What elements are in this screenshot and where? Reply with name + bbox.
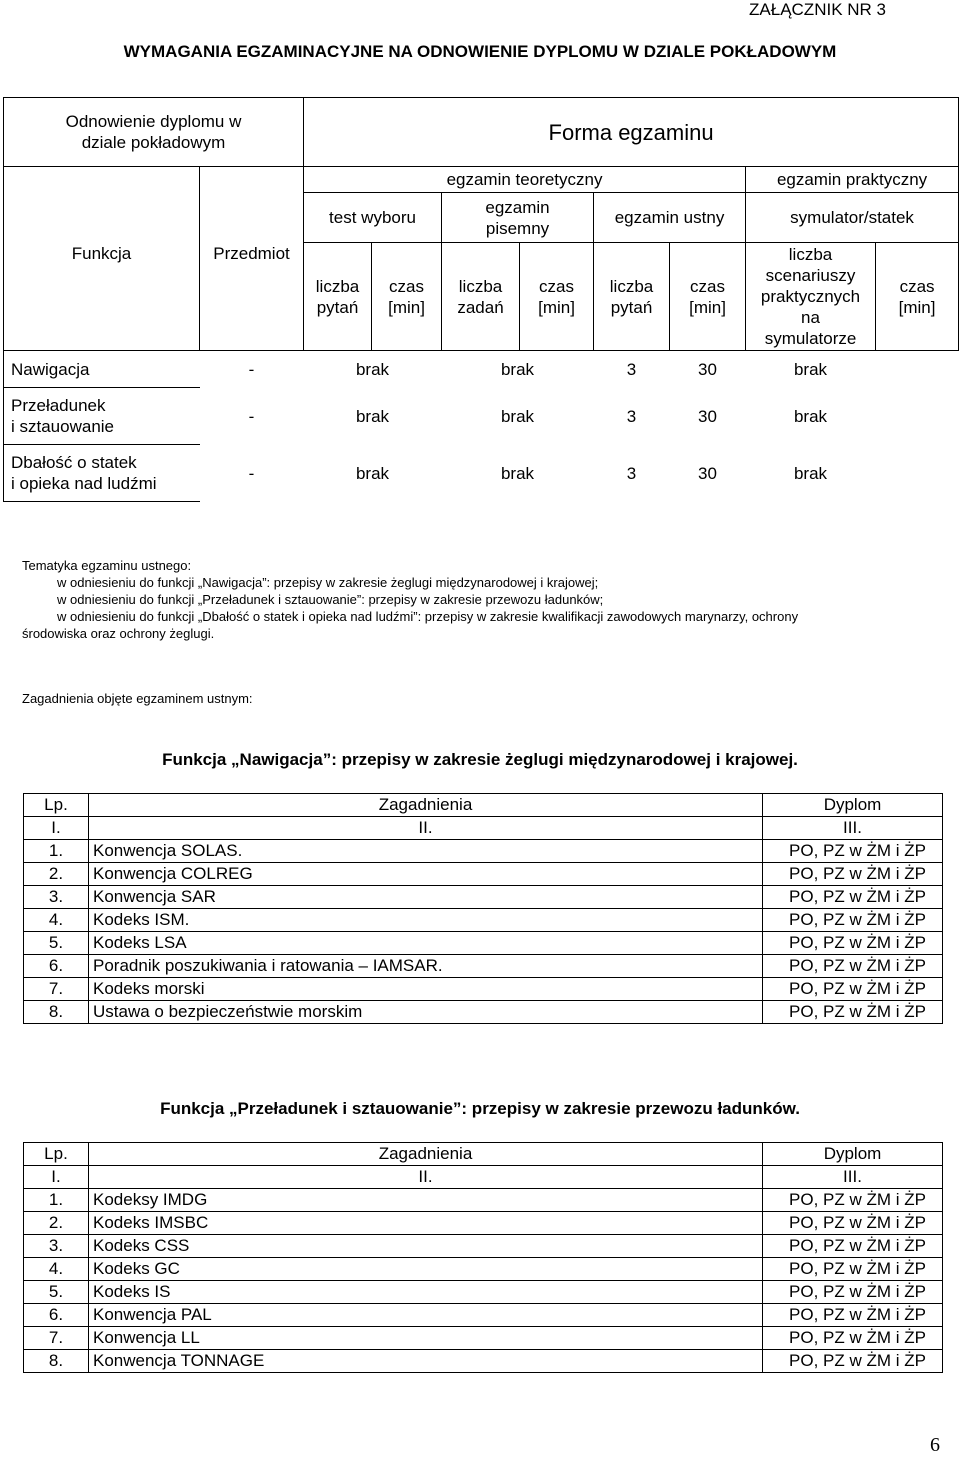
value-cell: brak: [500, 463, 535, 483]
function-cell: [4, 388, 200, 445]
topic-line: środowiska oraz ochrony żeglugi.: [22, 626, 215, 641]
table-row: [24, 1304, 943, 1327]
table-row: [4, 445, 959, 502]
topic-cell: Konwencja LL: [89, 1327, 763, 1350]
table-row: [24, 1212, 943, 1235]
topic-line: w odniesieniu do funkcji „Dbałość o statek i opieka nad ludźmi”: przepisy w zakresie kwalifikacji zawodowych marynarzy, ochrony: [57, 609, 799, 624]
diploma-cell: PO, PZ w ŻM i ŻP: [763, 1304, 943, 1327]
h-text: czas: [539, 276, 574, 296]
diploma-cell: PO, PZ w ŻM i ŻP: [763, 1350, 943, 1373]
col-num: I.: [24, 817, 89, 840]
h-text: liczba: [315, 276, 360, 296]
theoretical-header: egzamin teoretyczny: [304, 167, 746, 193]
diploma-cell: PO, PZ w ŻM i ŻP: [763, 840, 943, 863]
lp-cell: 3.: [24, 886, 89, 909]
h-text: [min]: [689, 297, 726, 317]
topic-cell: Konwencja COLREG: [89, 863, 763, 886]
value-cell: 3: [626, 406, 637, 426]
table-row: [24, 932, 943, 955]
lp-cell: 6.: [24, 1304, 89, 1327]
lp-cell: 4.: [24, 909, 89, 932]
simulator-header: symulator/statek: [746, 193, 959, 243]
lp-cell: 8.: [24, 1350, 89, 1373]
h-text: liczba: [609, 276, 654, 296]
lp-cell: 5.: [24, 1281, 89, 1304]
table-row: [24, 909, 943, 932]
topic-cell: Kodeks CSS: [89, 1235, 763, 1258]
topic-cell: Kodeksy IMDG: [89, 1189, 763, 1212]
diploma-cell: PO, PZ w ŻM i ŻP: [763, 863, 943, 886]
function-cell: [4, 445, 200, 502]
written-header: [442, 193, 594, 243]
oral-time-header: [670, 243, 746, 351]
written-tasks-header: [442, 243, 520, 351]
test-questions-header: [304, 243, 372, 351]
topic-cell: Konwencja SOLAS.: [89, 840, 763, 863]
h-text: czas: [899, 276, 935, 296]
cargo-function-title: Funkcja „Przeładunek i sztauowanie”: przepisy w zakresie przewozu ładunków.: [160, 1099, 800, 1118]
h-text: [min]: [538, 297, 575, 317]
h-text: pytań: [610, 297, 653, 317]
value-cell: brak: [793, 406, 828, 426]
topic-cell: Poradnik poszukiwania i ratowania – IAMSAR.: [89, 955, 763, 978]
table-row: [24, 863, 943, 886]
h-text: liczba: [788, 245, 833, 264]
diploma-cell: PO, PZ w ŻM i ŻP: [763, 1258, 943, 1281]
lp-cell: 4.: [24, 1258, 89, 1281]
lp-cell: 7.: [24, 1327, 89, 1350]
lp-cell: 1.: [24, 840, 89, 863]
h-text: czas: [389, 276, 424, 296]
table-row: [24, 1001, 943, 1024]
table-row: [4, 351, 959, 388]
col-num: III.: [763, 817, 943, 840]
page-number: 6: [930, 1434, 940, 1456]
oral-subheading: Zagadnienia objęte egzaminem ustnym:: [22, 691, 253, 706]
written-time-header: [520, 243, 594, 351]
diploma-cell: PO, PZ w ŻM i ŻP: [763, 1327, 943, 1350]
h-text: czas: [690, 276, 725, 296]
practical-header: egzamin praktyczny: [746, 167, 959, 193]
corner-header: [4, 98, 304, 167]
diploma-cell: PO, PZ w ŻM i ŻP: [763, 955, 943, 978]
topic-cell: Kodeks GC: [89, 1258, 763, 1281]
table-row: [24, 978, 943, 1001]
table-row: [24, 1258, 943, 1281]
scenarios-header: [746, 243, 876, 351]
topic-cell: Kodeks IMSBC: [89, 1212, 763, 1235]
table-row: [24, 886, 943, 909]
function-line: i sztauowanie: [11, 417, 115, 436]
lp-cell: 2.: [24, 1212, 89, 1235]
table-row: [24, 1327, 943, 1350]
function-line: Przeładunek: [11, 396, 106, 415]
table-row: [4, 388, 959, 445]
table-row: [24, 1235, 943, 1258]
value-cell: brak: [355, 463, 390, 483]
topic-line: w odniesieniu do funkcji „Przeładunek i sztauowanie”: przepisy w zakresie przewozu ładunków;: [57, 592, 604, 607]
lp-cell: 1.: [24, 1189, 89, 1212]
forma-header: Forma egzaminu: [304, 98, 959, 167]
diploma-cell: PO, PZ w ŻM i ŻP: [763, 886, 943, 909]
funkcja-header: Funkcja: [4, 243, 200, 275]
h-text: symulatorze: [764, 329, 857, 348]
sim-time-header: [876, 243, 959, 351]
topic-cell: Ustawa o bezpieczeństwie morskim: [89, 1001, 763, 1024]
dyplom-header: Dyplom: [763, 1143, 943, 1166]
oral-questions-header: [594, 243, 670, 351]
h-text: pytań: [316, 297, 359, 317]
exam-requirements-table: [3, 97, 959, 502]
test-header: test wyboru: [304, 193, 442, 243]
diploma-cell: PO, PZ w ŻM i ŻP: [763, 1235, 943, 1258]
diploma-cell: PO, PZ w ŻM i ŻP: [763, 1001, 943, 1024]
topic-cell: Kodeks morski: [89, 978, 763, 1001]
h-text: [min]: [388, 297, 425, 317]
value-cell: brak: [500, 359, 535, 379]
value-cell: brak: [500, 406, 535, 426]
diploma-cell: PO, PZ w ŻM i ŻP: [763, 909, 943, 932]
corner-line: Odnowienie dyplomu w: [65, 112, 242, 131]
table-row: [24, 840, 943, 863]
diploma-cell: PO, PZ w ŻM i ŻP: [763, 1212, 943, 1235]
topic-cell: Konwencja TONNAGE: [89, 1350, 763, 1373]
diploma-cell: PO, PZ w ŻM i ŻP: [763, 932, 943, 955]
function-line: i opieka nad ludźmi: [11, 474, 157, 493]
diploma-cell: PO, PZ w ŻM i ŻP: [763, 978, 943, 1001]
lp-cell: 8.: [24, 1001, 89, 1024]
value-cell: -: [248, 406, 255, 426]
h-text: liczba: [458, 276, 503, 296]
value-cell: 30: [698, 359, 717, 379]
topic-cell: Kodeks LSA: [89, 932, 763, 955]
function-line: Dbałość o statek: [11, 453, 137, 472]
topic-cell: Konwencja PAL: [89, 1304, 763, 1327]
cargo-topics-table: [23, 1142, 943, 1373]
topic-cell: Kodeks IS: [89, 1281, 763, 1304]
dyplom-header: Dyplom: [763, 794, 943, 817]
value-cell: 30: [698, 406, 717, 426]
value-cell: 30: [698, 463, 717, 483]
topic-cell: Kodeks ISM.: [89, 909, 763, 932]
lp-cell: 5.: [24, 932, 89, 955]
col-num: I.: [24, 1166, 89, 1189]
nav-function-title: Funkcja „Nawigacja”: przepisy w zakresie żeglugi międzynarodowej i krajowej.: [162, 750, 798, 769]
h-text: na: [801, 308, 820, 327]
corner-line: dziale pokładowym: [81, 133, 226, 152]
diploma-cell: PO, PZ w ŻM i ŻP: [763, 1189, 943, 1212]
oral-topics: [22, 557, 942, 642]
value-cell: -: [248, 359, 255, 379]
h-text: zadań: [457, 297, 504, 317]
nav-topics-table: [23, 793, 943, 1024]
lp-cell: 3.: [24, 1235, 89, 1258]
value-cell: -: [248, 463, 255, 483]
col-num: III.: [763, 1166, 943, 1189]
function-cell: Nawigacja: [4, 351, 200, 388]
written-line: pisemny: [485, 218, 550, 238]
test-time-header: [372, 243, 442, 351]
value-cell: brak: [793, 463, 828, 483]
value-cell: 3: [626, 463, 637, 483]
table-row: [24, 1350, 943, 1373]
col-num: II.: [89, 817, 763, 840]
h-text: praktycznych: [760, 287, 861, 306]
topic-cell: Konwencja SAR: [89, 886, 763, 909]
h-text: scenariuszy: [765, 266, 856, 285]
page-title: WYMAGANIA EGZAMINACYJNE NA ODNOWIENIE DYPLOMU W DZIALE POKŁADOWYM: [123, 42, 837, 61]
oral-header: egzamin ustny: [594, 193, 746, 243]
zagadnienia-header: Zagadnienia: [89, 794, 763, 817]
lp-cell: 7.: [24, 978, 89, 1001]
lp-header: Lp.: [24, 794, 89, 817]
table-row: [24, 1189, 943, 1212]
diploma-cell: PO, PZ w ŻM i ŻP: [763, 1281, 943, 1304]
table-row: [24, 955, 943, 978]
annex-label: ZAŁĄCZNIK NR 3: [749, 0, 886, 19]
written-line: egzamin: [485, 197, 550, 217]
col-num: II.: [89, 1166, 763, 1189]
przedmiot-header: Przedmiot: [200, 243, 304, 275]
table-row: [24, 1281, 943, 1304]
topic-line: w odniesieniu do funkcji „Nawigacja”: przepisy w zakresie żeglugi międzynarodowej i krajowej;: [57, 575, 599, 590]
value-cell: brak: [355, 359, 390, 379]
lp-cell: 6.: [24, 955, 89, 978]
value-cell: brak: [355, 406, 390, 426]
value-cell: brak: [793, 359, 828, 379]
value-cell: 3: [626, 359, 637, 379]
zagadnienia-header: Zagadnienia: [89, 1143, 763, 1166]
topics-heading: Tematyka egzaminu ustnego:: [22, 558, 192, 573]
lp-cell: 2.: [24, 863, 89, 886]
h-text: [min]: [898, 297, 936, 317]
lp-header: Lp.: [24, 1143, 89, 1166]
